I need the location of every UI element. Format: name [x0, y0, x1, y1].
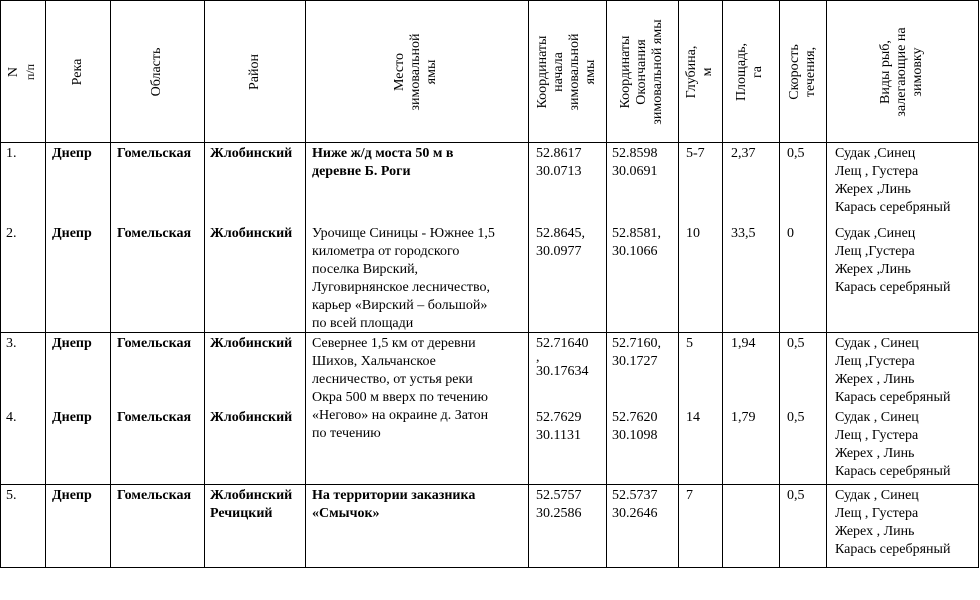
- cell-district: [210, 225, 292, 243]
- cell-fish: [835, 409, 950, 481]
- cell-coord-line: 52.7160,: [612, 336, 661, 351]
- cell-river: Днепр: [52, 488, 92, 503]
- cell-end-coords: [612, 487, 658, 523]
- cell-place-line: деревне Б. Роги: [312, 164, 411, 179]
- cell-place: [312, 225, 495, 333]
- cell-area: 2,37: [731, 146, 756, 161]
- cell-district: [210, 335, 292, 353]
- header-speed-line: Скорость: [787, 44, 802, 100]
- header-area-line: га: [750, 66, 765, 78]
- cell-river: Днепр: [52, 226, 92, 241]
- cell-depth: 14: [686, 410, 700, 425]
- cell-coord-line: 52.8581,: [612, 226, 661, 241]
- cell-end-coords: [612, 145, 658, 181]
- cell-coord-line: 52.8598: [612, 146, 658, 161]
- row-border: [0, 484, 979, 485]
- col-border: [606, 0, 607, 568]
- cell-place-line: «Смычок»: [312, 506, 380, 521]
- cell-fish-line: Судак , Синец: [835, 410, 919, 425]
- header-river: [70, 59, 86, 86]
- header-end-line: Окончания: [634, 39, 649, 105]
- cell-coord-line: 30.1727: [612, 354, 658, 369]
- cell-area: 33,5: [731, 226, 756, 241]
- cell-fish-line: Карась серебряный: [835, 200, 951, 215]
- cell-area: 1,79: [731, 410, 756, 425]
- cell-fish-line: Жерех , Линь: [835, 372, 915, 387]
- cell-district-line: Жлобинский: [210, 336, 293, 351]
- col-border: [722, 0, 723, 568]
- cell-start-coords: [536, 225, 585, 261]
- cell-coord-line: 52.7620: [612, 410, 658, 425]
- cell-region: Гомельская: [117, 410, 192, 425]
- header-region: [149, 48, 165, 97]
- cell-district: [210, 487, 292, 523]
- header-end-line: Координаты: [618, 35, 633, 109]
- cell-coord-line: 52.5737: [612, 488, 658, 503]
- cell-fish-line: Карась серебряный: [835, 390, 951, 405]
- cell-place-line: На территории заказника: [312, 488, 476, 503]
- cell-place-line: Окра 500 м вверх по течению: [312, 390, 489, 405]
- col-border: [204, 0, 205, 568]
- cell-place: [312, 145, 453, 181]
- cell-fish-line: Жерех , Линь: [835, 524, 915, 539]
- cell-num: 5.: [6, 488, 17, 503]
- cell-coord-line: 30.0691: [612, 164, 658, 179]
- header-region-label: Область: [149, 47, 164, 97]
- header-river-label: Река: [70, 58, 85, 86]
- cell-start-coords: [536, 487, 582, 523]
- cell-coord-line: 52.71640: [536, 336, 589, 351]
- col-border: [305, 0, 306, 568]
- cell-fish: [835, 487, 950, 559]
- col-border: [528, 0, 529, 568]
- cell-depth: 5-7: [686, 146, 705, 161]
- cell-end-coords: [612, 225, 661, 261]
- cell-coord-line: 52.5757: [536, 488, 582, 503]
- header-start-coords: [535, 34, 599, 111]
- cell-place-line: Луговирнянское лесничество,: [312, 280, 490, 295]
- header-place-line: зимовальной: [408, 33, 423, 111]
- cell-coord-line: ,: [536, 350, 540, 365]
- cell-coord-line: 30.0977: [536, 244, 582, 259]
- header-start-line: Координаты: [535, 35, 550, 109]
- header-district: [247, 54, 263, 90]
- cell-fish-line: Карась серебряный: [835, 464, 951, 479]
- cell-fish: [835, 145, 950, 217]
- header-num-label: N: [6, 66, 21, 78]
- cell-speed: 0,5: [787, 146, 805, 161]
- header-fish-line: залегающие на: [894, 27, 909, 117]
- cell-place-line: карьер «Вирский – большой»: [312, 298, 488, 313]
- col-border: [826, 0, 827, 568]
- cell-region: Гомельская: [117, 226, 192, 241]
- cell-start-coords: [536, 409, 582, 445]
- cell-fish-line: Карась серебряный: [835, 542, 951, 557]
- cell-fish-line: Лещ ,Густера: [835, 244, 915, 259]
- header-fish-line: Виды рыб,: [878, 40, 893, 104]
- header-place: [392, 34, 440, 111]
- cell-coord-line: 30.2586: [536, 506, 582, 521]
- header-start-line: ямы: [583, 59, 598, 85]
- col-border: [0, 0, 1, 568]
- cell-fish: [835, 225, 950, 297]
- cell-area: 1,94: [731, 336, 756, 351]
- cell-speed: 0,5: [787, 336, 805, 351]
- cell-speed: 0: [787, 226, 794, 241]
- cell-fish-line: Лещ , Густера: [835, 428, 919, 443]
- header-start-line: зимовальной: [567, 33, 582, 111]
- header-end-line: зимовальной ямы: [650, 19, 665, 125]
- col-border: [779, 0, 780, 568]
- header-depth-line: м: [700, 67, 715, 77]
- cell-num: 3.: [6, 336, 17, 351]
- cell-depth: 10: [686, 226, 700, 241]
- cell-fish-line: Судак ,Синец: [835, 146, 916, 161]
- header-place-line: Место: [392, 53, 407, 91]
- header-fish: [878, 27, 926, 116]
- cell-depth: 5: [686, 336, 693, 351]
- col-border: [678, 0, 679, 568]
- cell-place-line: Урочище Синицы - Южнее 1,5: [312, 226, 495, 241]
- cell-place-line: «Негово» на окраине д. Затон: [312, 408, 489, 423]
- header-start-line: начала: [551, 52, 566, 92]
- cell-coord-line: 30.2646: [612, 506, 658, 521]
- cell-start-coords: [536, 335, 589, 381]
- header-num-sub: п/п: [23, 63, 37, 81]
- cell-district: [210, 409, 292, 427]
- cell-fish-line: Судак , Синец: [835, 488, 919, 503]
- cell-num: 2.: [6, 226, 17, 241]
- cell-fish-line: Карась серебряный: [835, 280, 951, 295]
- cell-place-line: Севернее 1,5 км от деревни: [312, 336, 476, 351]
- cell-depth: 7: [686, 488, 693, 503]
- cell-place: [312, 407, 488, 443]
- cell-district-line: Жлобинский: [210, 146, 293, 161]
- cell-place: [312, 487, 475, 523]
- header-area: [734, 43, 766, 101]
- cell-fish-line: Судак , Синец: [835, 336, 919, 351]
- row-border: [0, 142, 979, 143]
- cell-place-line: по всей площади: [312, 316, 414, 331]
- cell-region: Гомельская: [117, 336, 192, 351]
- cell-coord-line: 30.1066: [612, 244, 658, 259]
- cell-start-coords: [536, 145, 582, 181]
- cell-river: Днепр: [52, 336, 92, 351]
- cell-fish-line: Жерех ,Линь: [835, 262, 911, 277]
- cell-coord-line: 52.7629: [536, 410, 582, 425]
- cell-end-coords: [612, 409, 658, 445]
- header-depth-line: Глубина,: [684, 45, 699, 99]
- cell-place-line: по течению: [312, 426, 381, 441]
- cell-place: [312, 335, 488, 407]
- cell-river: Днепр: [52, 410, 92, 425]
- header-area-line: Площадь,: [734, 42, 749, 102]
- header-fish-line: зимовку: [910, 47, 925, 97]
- cell-place-line: Шихов, Хальчанское: [312, 354, 436, 369]
- cell-place-line: Ниже ж/д моста 50 м в: [312, 146, 454, 161]
- header-end-coords: [618, 19, 666, 124]
- cell-fish-line: Жерех , Линь: [835, 446, 915, 461]
- cell-fish: [835, 335, 950, 407]
- cell-coord-line: 30.1098: [612, 428, 658, 443]
- cell-coord-line: 30.17634: [536, 364, 589, 379]
- cell-speed: 0,5: [787, 410, 805, 425]
- cell-coord-line: 52.8645,: [536, 226, 585, 241]
- row-border: [0, 0, 979, 1]
- cell-district-line: Жлобинский: [210, 410, 293, 425]
- cell-num: 1.: [6, 146, 17, 161]
- col-border: [45, 0, 46, 568]
- cell-coord-line: 52.8617: [536, 146, 582, 161]
- cell-fish-line: Лещ ,Густера: [835, 354, 915, 369]
- cell-place-line: лесничество, от устья реки: [312, 372, 473, 387]
- cell-district-line: Жлобинский: [210, 226, 293, 241]
- cell-district-line: Речицкий: [210, 506, 273, 521]
- cell-coord-line: 30.0713: [536, 164, 582, 179]
- col-border: [110, 0, 111, 568]
- header-place-line: ямы: [424, 59, 439, 85]
- cell-coord-line: 30.1131: [536, 428, 581, 443]
- header-speed: [787, 44, 819, 100]
- cell-district-line: Жлобинский: [210, 488, 293, 503]
- cell-end-coords: [612, 335, 661, 371]
- cell-place-line: километра от городского: [312, 244, 460, 259]
- cell-place-line: поселка Вирский,: [312, 262, 419, 277]
- header-district-label: Район: [247, 54, 262, 90]
- cell-speed: 0,5: [787, 488, 805, 503]
- cell-region: Гомельская: [117, 146, 192, 161]
- cell-fish-line: Судак ,Синец: [835, 226, 916, 241]
- cell-district: [210, 145, 292, 163]
- row-border: [0, 567, 979, 568]
- header-depth: [684, 46, 716, 99]
- header-speed-line: течения,: [803, 46, 818, 98]
- cell-fish-line: Жерех ,Линь: [835, 182, 911, 197]
- cell-fish-line: Лещ , Густера: [835, 506, 919, 521]
- cell-river: Днепр: [52, 146, 92, 161]
- header-num: [6, 64, 38, 80]
- cell-region: Гомельская: [117, 488, 192, 503]
- cell-fish-line: Лещ , Густера: [835, 164, 919, 179]
- col-border: [978, 0, 979, 568]
- cell-num: 4.: [6, 410, 17, 425]
